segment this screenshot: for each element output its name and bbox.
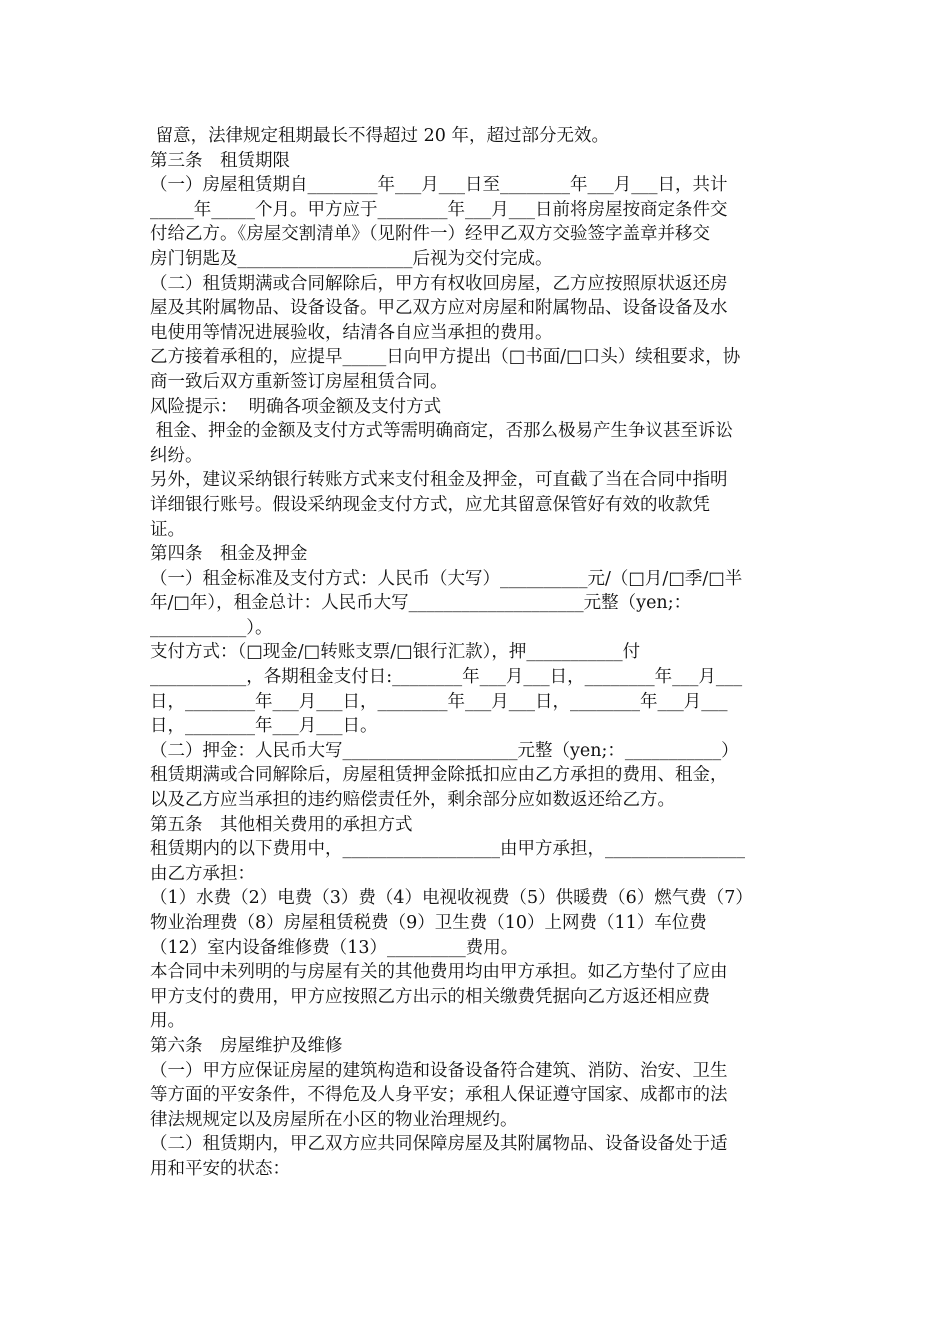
text-line: 电使用等情况进展验收，结清各自应当承担的费用。 [150,322,553,343]
text-line: 日，________年___月___日。 [150,716,378,737]
text-line: 详细银行账号。假设采纳现金支付方式，应尤其留意保管好有效的收款凭 [150,494,710,515]
text-line: 第五条 其他相关费用的承担方式 [150,814,413,835]
text-line: 等方面的平安条件，不得危及人身平安；承租人保证遵守国家、成都市的法 [150,1085,728,1106]
text-line: 甲方支付的费用，甲方应按照乙方出示的相关缴费凭据向乙方返还相应费 [150,986,710,1007]
text-line: （二）押金：人民币大写____________________元整（yen;：___________） [150,740,739,761]
text-line: 本合同中未列明的与房屋有关的其他费用均由甲方承担。如乙方垫付了应由 [150,962,728,983]
text-line: 租赁期内的以下费用中，__________________由甲方承担，________________ [150,839,745,860]
text-line: 纠纷。 [150,445,203,466]
text-line: 第四条 租金及押金 [150,544,308,565]
text-line: _____年_____个月。甲方应于________年___月___日前将房屋按商定条件交 [150,199,728,220]
text-line: 商一致后双方重新签订房屋租赁合同。 [150,371,448,392]
text-line: 证。 [150,519,185,540]
text-line: 第三条 租赁期限 [150,150,290,171]
text-line: 由乙方承担： [150,863,255,884]
text-line: 另外，建议采纳银行转账方式来支付租金及押金，可直截了当在合同中指明 [150,470,728,491]
text-line: 屋及其附属物品、设备设备。甲乙双方应对房屋和附属物品、设备设备及水 [150,298,728,319]
text-line: （1）水费（2）电费（3）费（4）电视收视费（5）供暖费（6）燃气费（7） [150,888,753,909]
text-line: ___________，各期租金支付日:________年___月___日，________年___月___ [150,667,743,688]
text-line: （一）甲方应保证房屋的建筑构造和设备设备符合建筑、消防、治安、卫生 [150,1060,728,1081]
text-line: 风险提示： 明确各项金额及支付方式 [150,396,442,417]
text-line: 日，________年___月___日，________年___月___日，________年___月___ [150,691,728,712]
text-line: （12）室内设备维修费（13）_________费用。 [150,937,519,958]
text-line: 物业治理费（8）房屋租赁税费（9）卫生费（10）上网费（11）车位费 [150,913,707,933]
text-line: 支付方式：（□现金/□转账支票/□银行汇款），押___________付 [150,642,641,663]
text-line: 房门钥匙及____________________后视为交付完成。 [150,248,553,269]
contract-page-text [150,124,800,1182]
text-line: 年/□年），租金总计：人民币大写____________________元整（yen;： [150,593,692,614]
text-line: 留意，法律规定租期最长不得超过 20 年，超过部分无效。 [150,126,609,146]
text-line: 第六条 房屋维护及维修 [150,1035,343,1056]
text-line: 以及乙方应当承担的违约赔偿责任外，剩余部分应如数返还给乙方。 [150,790,675,811]
text-line: 用和平安的状态： [150,1158,290,1179]
text-line: 租金、押金的金额及支付方式等需明确商定，否那么极易产生争议甚至诉讼 [150,421,734,442]
text-line: （二）租赁期内，甲乙双方应共同保障房屋及其附属物品、设备设备处于适 [150,1134,728,1155]
text-line: （一）房屋租赁期自________年___月___日至________年___月___日，共计 [150,175,728,196]
text-line: ___________）。 [150,617,273,638]
text-line: 用。 [150,1011,185,1032]
text-line: 付给乙方。《房屋交割清单》（见附件一）经甲乙双方交验签字盖章并移交 [150,224,710,245]
text-line: （一）租金标准及支付方式：人民币（大写）__________元/（□月/□季/□半 [150,568,743,589]
text-line: 租赁期满或合同解除后，房屋租赁押金除抵扣应由乙方承担的费用、租金， [150,765,728,786]
text-line: （二）租赁期满或合同解除后，甲方有权收回房屋，乙方应按照原状返还房 [150,273,728,294]
text-line: 律法规规定以及房屋所在小区的物业治理规约。 [150,1109,518,1130]
text-line: 乙方接着承租的，应提早_____日向甲方提出（□书面/□口头）续租要求，协 [150,347,741,368]
